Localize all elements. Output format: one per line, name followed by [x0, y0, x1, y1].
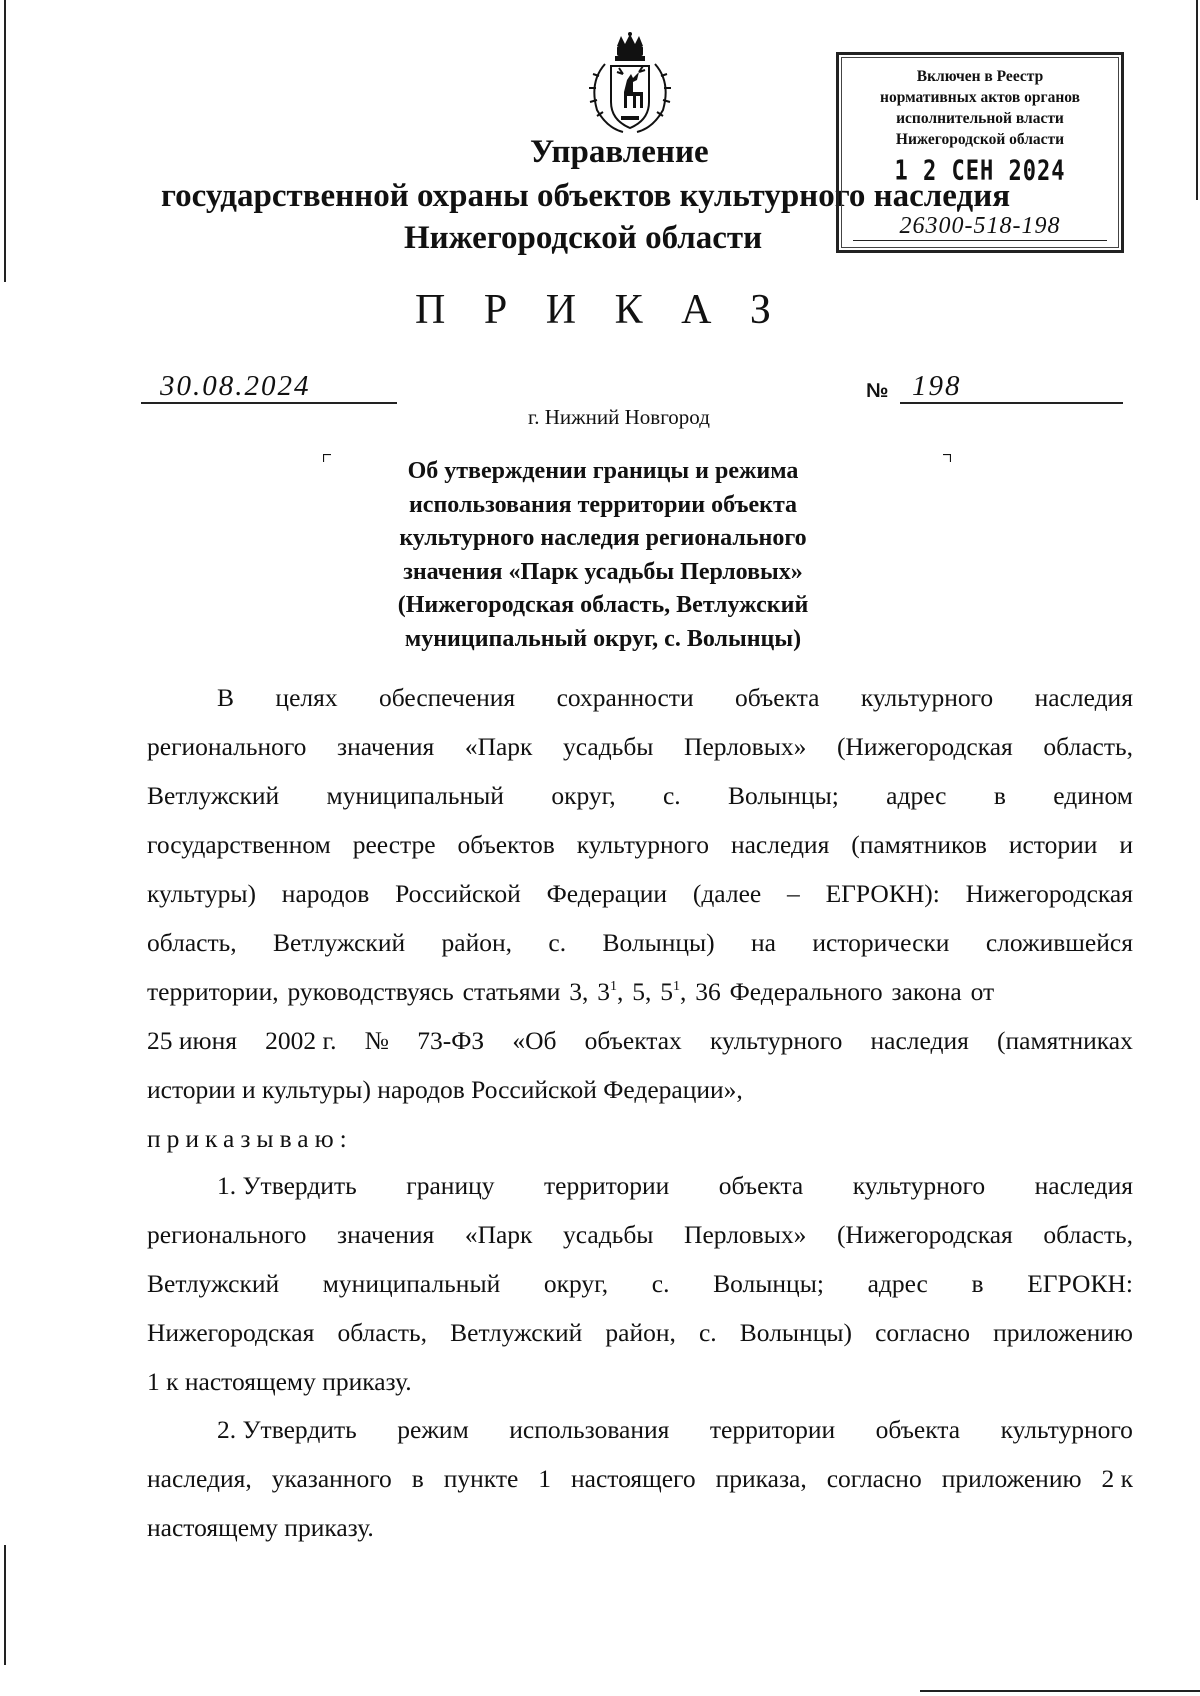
- text-line: Нижегородская область, Ветлужский район, с. Волынцы) согласно приложению: [147, 1317, 1133, 1347]
- text-line: истории и культуры) народов Российской Федерации»,: [147, 1075, 743, 1104]
- text-line: территории, руководствуясь статьями 3, $3^1$, 5, $5^1$, 36 Федерального закона от: [147, 977, 995, 1006]
- text-line: область, Ветлужский район, с. Волынцы) на исторически сложившейся: [147, 927, 1133, 957]
- document-subject: [330, 455, 876, 656]
- subject-line: значения «Парк усадьбы Перловых»: [403, 558, 803, 585]
- text-line: В целях обеспечения сохранности объекта культурного наследия: [217, 682, 1133, 712]
- document-type-title: П Р И К А З: [415, 287, 785, 333]
- text-line: регионального значения «Парк усадьбы Перловых» (Нижегородская область,: [147, 731, 1133, 761]
- number-label: №: [866, 380, 889, 402]
- text-line: регионального значения «Парк усадьбы Перловых» (Нижегородская область,: [147, 1219, 1133, 1249]
- scan-edge-left-bottom: [4, 1545, 6, 1665]
- text-line: 1 к настоящему приказу.: [147, 1367, 412, 1396]
- order-item-2: [147, 1405, 1133, 1552]
- order-item-1: [147, 1161, 1133, 1406]
- preamble-paragraph: [147, 673, 1133, 1163]
- stamp-line-4: Нижегородской области: [895, 131, 1065, 148]
- agency-name-line2: государственной охраны объектов культурного наследия: [161, 178, 1011, 214]
- text-line: 2. Утвердить режим использования территории объекта культурного: [217, 1414, 1133, 1444]
- text-line: государственном реестре объектов культурного наследия (памятников истории и: [147, 829, 1133, 859]
- stamp-date: 1 2 СЕН 2024: [894, 155, 1066, 188]
- scan-edge-bottom: [920, 1690, 1200, 1692]
- corner-bracket-right: [943, 454, 951, 462]
- number-underline: [900, 402, 1123, 404]
- order-word: приказываю:: [147, 1124, 353, 1153]
- date-underline: [141, 402, 397, 404]
- subject-line: культурного наследия регионального: [399, 525, 807, 551]
- stamp-registration-number: 26300-518-198: [853, 213, 1107, 241]
- coat-of-arms-emblem: [583, 32, 677, 134]
- document-date: 30.08.2024: [160, 370, 311, 402]
- document-number: 198: [912, 370, 962, 402]
- text-line: культуры) народов Российской Федерации (далее – ЕГРОКН): Нижегородская: [147, 878, 1133, 908]
- scan-edge-left-top: [4, 0, 6, 282]
- stamp-line-3: исполнительной власти: [896, 110, 1064, 127]
- stamp-line-2: нормативных актов органов: [880, 89, 1080, 106]
- agency-name-line3: Нижегородской области: [404, 220, 763, 256]
- subject-line: Об утверждении границы и режима: [407, 458, 799, 484]
- text-line: 1. Утвердить границу территории объекта культурного наследия: [217, 1170, 1133, 1200]
- registry-stamp: [836, 52, 1124, 253]
- document-city: г. Нижний Новгород: [528, 405, 710, 429]
- text-line: 25 июня 2002 г. № 73-ФЗ «Об объектах культурного наследия (памятниках: [147, 1025, 1133, 1055]
- agency-name-line1: Управление: [530, 134, 709, 170]
- text-line: Ветлужский муниципальный округ, с. Волынцы; адрес в ЕГРОКН:: [147, 1268, 1133, 1298]
- text-line: настоящему приказу.: [147, 1513, 374, 1542]
- stamp-line-1: Включен в Реестр: [916, 68, 1044, 85]
- scan-edge-right-top: [1196, 0, 1198, 200]
- subject-line: (Нижегородская область, Ветлужский: [397, 592, 809, 618]
- subject-line: использования территории объекта: [408, 491, 798, 518]
- text-line: наследия, указанного в пункте 1 настоящего приказа, согласно приложению 2 к: [147, 1463, 1133, 1493]
- subject-line: муниципальный округ, с. Волынцы): [404, 625, 802, 652]
- text-line: Ветлужский муниципальный округ, с. Волынцы; адрес в едином: [147, 780, 1133, 810]
